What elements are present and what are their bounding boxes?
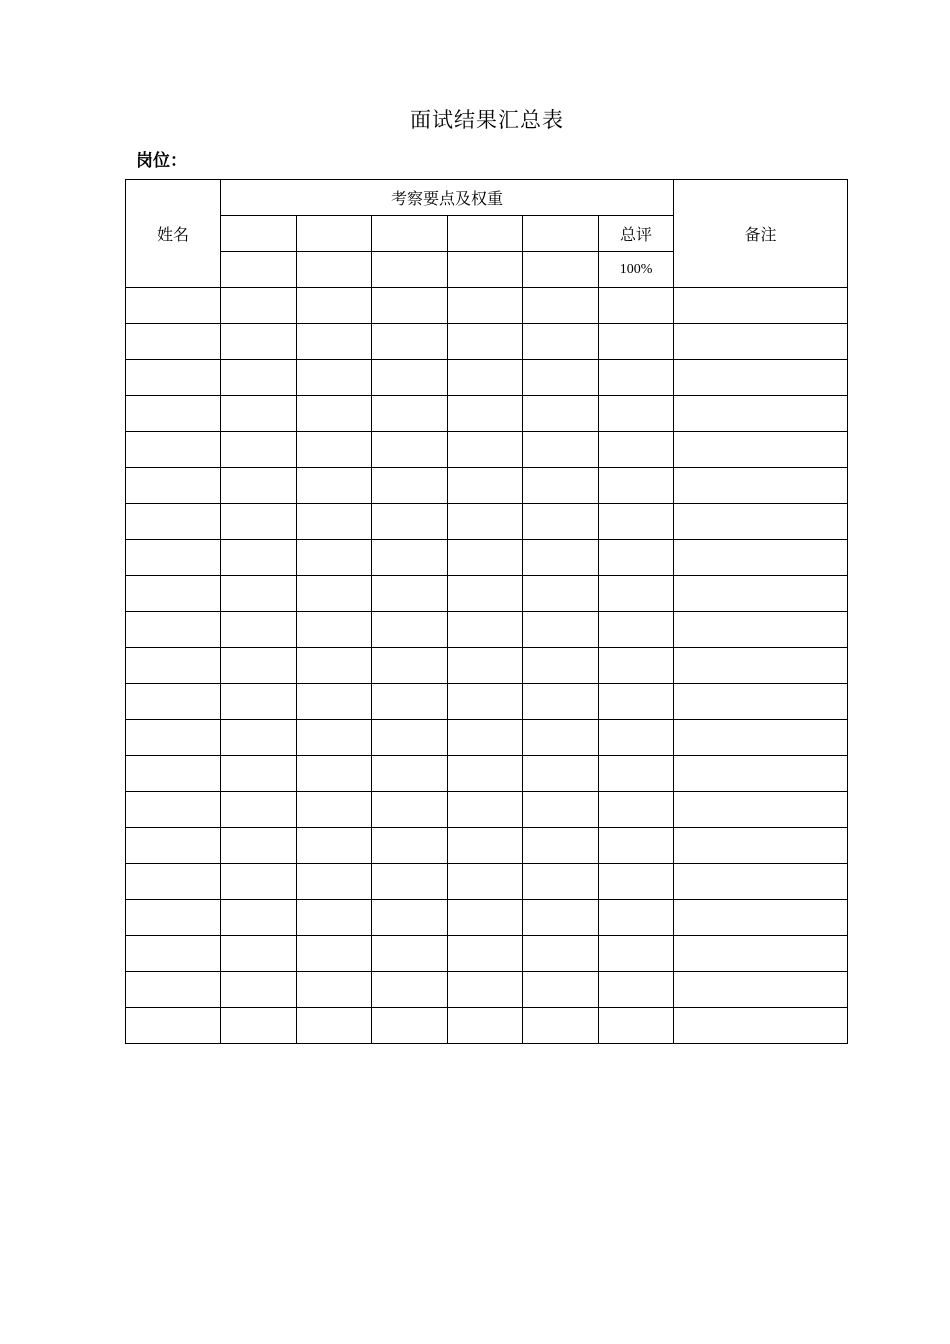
total-cell[interactable] [599, 288, 674, 324]
name-cell[interactable] [126, 288, 221, 324]
score-cell[interactable] [221, 324, 297, 360]
weight-cell[interactable] [221, 252, 297, 288]
score-cell[interactable] [448, 828, 523, 864]
score-cell[interactable] [372, 504, 448, 540]
score-cell[interactable] [372, 432, 448, 468]
score-cell[interactable] [221, 684, 297, 720]
score-cell[interactable] [448, 432, 523, 468]
score-cell[interactable] [448, 900, 523, 936]
score-cell[interactable] [297, 864, 372, 900]
total-cell[interactable] [599, 828, 674, 864]
name-cell[interactable] [126, 576, 221, 612]
total-cell[interactable] [599, 720, 674, 756]
score-cell[interactable] [523, 468, 599, 504]
name-header: 姓名 [126, 180, 221, 288]
score-cell[interactable] [372, 792, 448, 828]
remark-cell[interactable] [674, 540, 848, 576]
score-cell[interactable] [372, 576, 448, 612]
score-cell[interactable] [372, 288, 448, 324]
score-cell[interactable] [448, 468, 523, 504]
table-row [126, 936, 848, 972]
total-cell[interactable] [599, 684, 674, 720]
remark-cell[interactable] [674, 756, 848, 792]
score-cell[interactable] [448, 324, 523, 360]
score-cell[interactable] [448, 504, 523, 540]
score-cell[interactable] [297, 576, 372, 612]
name-cell[interactable] [126, 792, 221, 828]
remark-cell[interactable] [674, 504, 848, 540]
score-cell[interactable] [523, 900, 599, 936]
score-cell[interactable] [297, 360, 372, 396]
score-cell[interactable] [523, 504, 599, 540]
score-cell[interactable] [297, 828, 372, 864]
name-cell[interactable] [126, 900, 221, 936]
name-cell[interactable] [126, 828, 221, 864]
score-cell[interactable] [523, 360, 599, 396]
score-cell[interactable] [297, 1008, 372, 1044]
score-cell[interactable] [221, 288, 297, 324]
total-cell[interactable] [599, 540, 674, 576]
total-cell[interactable] [599, 900, 674, 936]
score-cell[interactable] [523, 1008, 599, 1044]
name-cell[interactable] [126, 396, 221, 432]
total-cell[interactable] [599, 1008, 674, 1044]
remark-cell[interactable] [674, 972, 848, 1008]
remark-cell[interactable] [674, 864, 848, 900]
name-cell[interactable] [126, 720, 221, 756]
weight-cell[interactable] [523, 252, 599, 288]
remark-cell[interactable] [674, 288, 848, 324]
remark-cell[interactable] [674, 576, 848, 612]
score-cell[interactable] [372, 972, 448, 1008]
criteria-cell[interactable] [448, 216, 523, 252]
score-cell[interactable] [221, 648, 297, 684]
criteria-cell[interactable] [297, 216, 372, 252]
total-header: 总评 [599, 216, 674, 252]
remark-header: 备注 [674, 180, 848, 288]
remark-cell[interactable] [674, 936, 848, 972]
score-cell[interactable] [372, 360, 448, 396]
remark-cell[interactable] [674, 468, 848, 504]
score-cell[interactable] [297, 648, 372, 684]
score-cell[interactable] [372, 900, 448, 936]
remark-cell[interactable] [674, 720, 848, 756]
remark-cell[interactable] [674, 900, 848, 936]
name-cell[interactable] [126, 648, 221, 684]
name-cell[interactable] [126, 540, 221, 576]
score-cell[interactable] [523, 612, 599, 648]
table-row [126, 396, 848, 432]
total-cell[interactable] [599, 612, 674, 648]
remark-cell[interactable] [674, 396, 848, 432]
score-cell[interactable] [297, 792, 372, 828]
score-cell[interactable] [372, 1008, 448, 1044]
score-cell[interactable] [221, 576, 297, 612]
total-cell[interactable] [599, 864, 674, 900]
total-cell[interactable] [599, 792, 674, 828]
total-cell[interactable] [599, 396, 674, 432]
total-cell[interactable] [599, 936, 674, 972]
name-cell[interactable] [126, 756, 221, 792]
score-cell[interactable] [523, 288, 599, 324]
table-row [126, 648, 848, 684]
table-row [126, 612, 848, 648]
table-row [126, 504, 848, 540]
remark-cell[interactable] [674, 1008, 848, 1044]
total-cell[interactable] [599, 756, 674, 792]
remark-cell[interactable] [674, 324, 848, 360]
criteria-cell[interactable] [221, 216, 297, 252]
total-cell[interactable] [599, 576, 674, 612]
score-cell[interactable] [221, 900, 297, 936]
total-cell[interactable] [599, 360, 674, 396]
total-cell[interactable] [599, 504, 674, 540]
score-cell[interactable] [221, 1008, 297, 1044]
score-cell[interactable] [372, 828, 448, 864]
name-cell[interactable] [126, 432, 221, 468]
table-row [126, 288, 848, 324]
score-cell[interactable] [448, 756, 523, 792]
score-cell[interactable] [523, 648, 599, 684]
table-row [126, 756, 848, 792]
score-cell[interactable] [297, 900, 372, 936]
weight-cell[interactable] [372, 252, 448, 288]
remark-cell[interactable] [674, 828, 848, 864]
table-row [126, 792, 848, 828]
name-cell[interactable] [126, 936, 221, 972]
remark-cell[interactable] [674, 648, 848, 684]
score-cell[interactable] [448, 396, 523, 432]
total-weight: 100% [599, 252, 674, 288]
score-cell[interactable] [448, 936, 523, 972]
score-cell[interactable] [221, 432, 297, 468]
criteria-header: 考察要点及权重 [221, 180, 674, 216]
name-cell[interactable] [126, 360, 221, 396]
table-row [126, 432, 848, 468]
score-cell[interactable] [448, 288, 523, 324]
score-cell[interactable] [523, 684, 599, 720]
score-cell[interactable] [372, 684, 448, 720]
remark-cell[interactable] [674, 792, 848, 828]
score-cell[interactable] [448, 360, 523, 396]
post-label: 岗位： [136, 151, 187, 171]
score-cell[interactable] [523, 828, 599, 864]
table-row [126, 540, 848, 576]
table-row [126, 972, 848, 1008]
score-cell[interactable] [372, 612, 448, 648]
table-row [126, 720, 848, 756]
score-cell[interactable] [372, 468, 448, 504]
score-cell[interactable] [372, 864, 448, 900]
header-row-1 [126, 180, 848, 216]
score-cell[interactable] [297, 432, 372, 468]
score-cell[interactable] [297, 288, 372, 324]
score-cell[interactable] [523, 324, 599, 360]
score-cell[interactable] [448, 540, 523, 576]
score-cell[interactable] [448, 576, 523, 612]
table-row [126, 468, 848, 504]
total-cell[interactable] [599, 972, 674, 1008]
table-row [126, 684, 848, 720]
score-cell[interactable] [297, 504, 372, 540]
name-cell[interactable] [126, 972, 221, 1008]
score-cell[interactable] [372, 720, 448, 756]
score-cell[interactable] [448, 612, 523, 648]
score-cell[interactable] [297, 684, 372, 720]
document-title: 面试结果汇总表 [410, 108, 564, 132]
score-cell[interactable] [297, 756, 372, 792]
score-cell[interactable] [372, 324, 448, 360]
remark-cell[interactable] [674, 360, 848, 396]
score-cell[interactable] [297, 540, 372, 576]
score-cell[interactable] [372, 648, 448, 684]
score-cell[interactable] [297, 720, 372, 756]
score-cell[interactable] [372, 936, 448, 972]
score-cell[interactable] [523, 972, 599, 1008]
score-cell[interactable] [523, 396, 599, 432]
remark-cell[interactable] [674, 684, 848, 720]
name-cell[interactable] [126, 1008, 221, 1044]
weight-cell[interactable] [448, 252, 523, 288]
score-cell[interactable] [221, 720, 297, 756]
table-row [126, 360, 848, 396]
score-cell[interactable] [448, 864, 523, 900]
score-cell[interactable] [221, 540, 297, 576]
score-cell[interactable] [448, 1008, 523, 1044]
score-cell[interactable] [221, 864, 297, 900]
score-cell[interactable] [448, 684, 523, 720]
name-cell[interactable] [126, 504, 221, 540]
score-cell[interactable] [523, 792, 599, 828]
total-cell[interactable] [599, 324, 674, 360]
criteria-cell[interactable] [523, 216, 599, 252]
score-cell[interactable] [523, 756, 599, 792]
score-cell[interactable] [297, 324, 372, 360]
name-cell[interactable] [126, 684, 221, 720]
criteria-cell[interactable] [372, 216, 448, 252]
score-cell[interactable] [221, 468, 297, 504]
score-cell[interactable] [297, 396, 372, 432]
score-cell[interactable] [448, 792, 523, 828]
name-cell[interactable] [126, 864, 221, 900]
score-cell[interactable] [297, 972, 372, 1008]
interview-summary-table [125, 179, 848, 1044]
remark-cell[interactable] [674, 432, 848, 468]
score-cell[interactable] [221, 936, 297, 972]
score-cell[interactable] [221, 612, 297, 648]
weight-cell[interactable] [297, 252, 372, 288]
score-cell[interactable] [372, 756, 448, 792]
total-cell[interactable] [599, 648, 674, 684]
score-cell[interactable] [297, 936, 372, 972]
score-cell[interactable] [221, 756, 297, 792]
table-row [126, 900, 848, 936]
score-cell[interactable] [523, 432, 599, 468]
score-cell[interactable] [523, 936, 599, 972]
score-cell[interactable] [372, 540, 448, 576]
name-cell[interactable] [126, 324, 221, 360]
score-cell[interactable] [221, 396, 297, 432]
score-cell[interactable] [221, 504, 297, 540]
score-cell[interactable] [221, 360, 297, 396]
score-cell[interactable] [448, 972, 523, 1008]
score-cell[interactable] [523, 540, 599, 576]
score-cell[interactable] [448, 648, 523, 684]
table-row [126, 1008, 848, 1044]
score-cell[interactable] [297, 612, 372, 648]
name-cell[interactable] [126, 612, 221, 648]
score-cell[interactable] [297, 468, 372, 504]
score-cell[interactable] [372, 396, 448, 432]
score-cell[interactable] [221, 792, 297, 828]
total-cell[interactable] [599, 468, 674, 504]
score-cell[interactable] [221, 828, 297, 864]
score-cell[interactable] [523, 864, 599, 900]
remark-cell[interactable] [674, 612, 848, 648]
table-row [126, 324, 848, 360]
score-cell[interactable] [523, 576, 599, 612]
score-cell[interactable] [523, 720, 599, 756]
table-row [126, 864, 848, 900]
score-cell[interactable] [221, 972, 297, 1008]
score-cell[interactable] [448, 720, 523, 756]
table-row [126, 828, 848, 864]
name-cell[interactable] [126, 468, 221, 504]
table-row [126, 576, 848, 612]
total-cell[interactable] [599, 432, 674, 468]
